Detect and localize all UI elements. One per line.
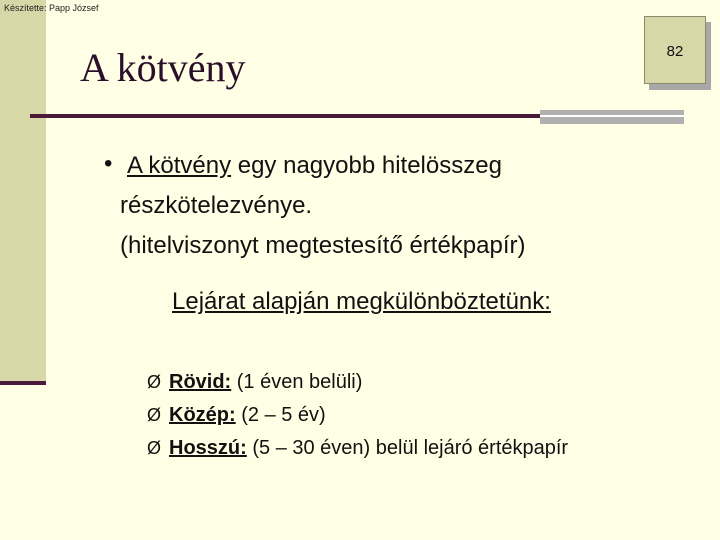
main-bullet-term: A kötvény (127, 152, 232, 179)
main-bullet-line3: (hitelviszonyt megtestesítő értékpapír) (120, 232, 526, 259)
item-text: (1 éven belüli) (231, 371, 363, 393)
list-item (147, 399, 568, 432)
maturity-list (147, 366, 568, 465)
item-label: Rövid: (169, 371, 232, 393)
list-item (147, 366, 568, 399)
slide-title: A kötvény (80, 45, 246, 90)
item-label: Hosszú: (169, 437, 247, 459)
title-underline-accent (540, 110, 684, 124)
arrow-bullet-icon: Ø (147, 372, 162, 392)
main-bullet-line2: részkötelezvénye. (120, 192, 313, 219)
main-bullet-line1 (127, 152, 502, 180)
item-label: Közép: (169, 404, 236, 426)
arrow-bullet-icon: Ø (147, 405, 162, 425)
title-underline (30, 114, 540, 118)
left-accent-bar (0, 0, 46, 385)
subheading: Lejárat alapján megkülönböztetünk: (172, 288, 551, 315)
main-bullet-rest: egy nagyobb hitelösszeg (231, 152, 502, 179)
item-text: (2 – 5 év) (235, 404, 326, 426)
item-text: (5 – 30 éven) belül lejáró értékpapír (246, 437, 569, 459)
author-credit: Készítette: Papp József (4, 3, 99, 13)
left-bar-divider (0, 381, 46, 385)
list-item (147, 432, 568, 465)
arrow-bullet-icon: Ø (147, 438, 162, 458)
bullet-dot: • (104, 150, 113, 177)
slide-number: 82 (666, 43, 684, 60)
slide-number-badge (644, 16, 706, 84)
